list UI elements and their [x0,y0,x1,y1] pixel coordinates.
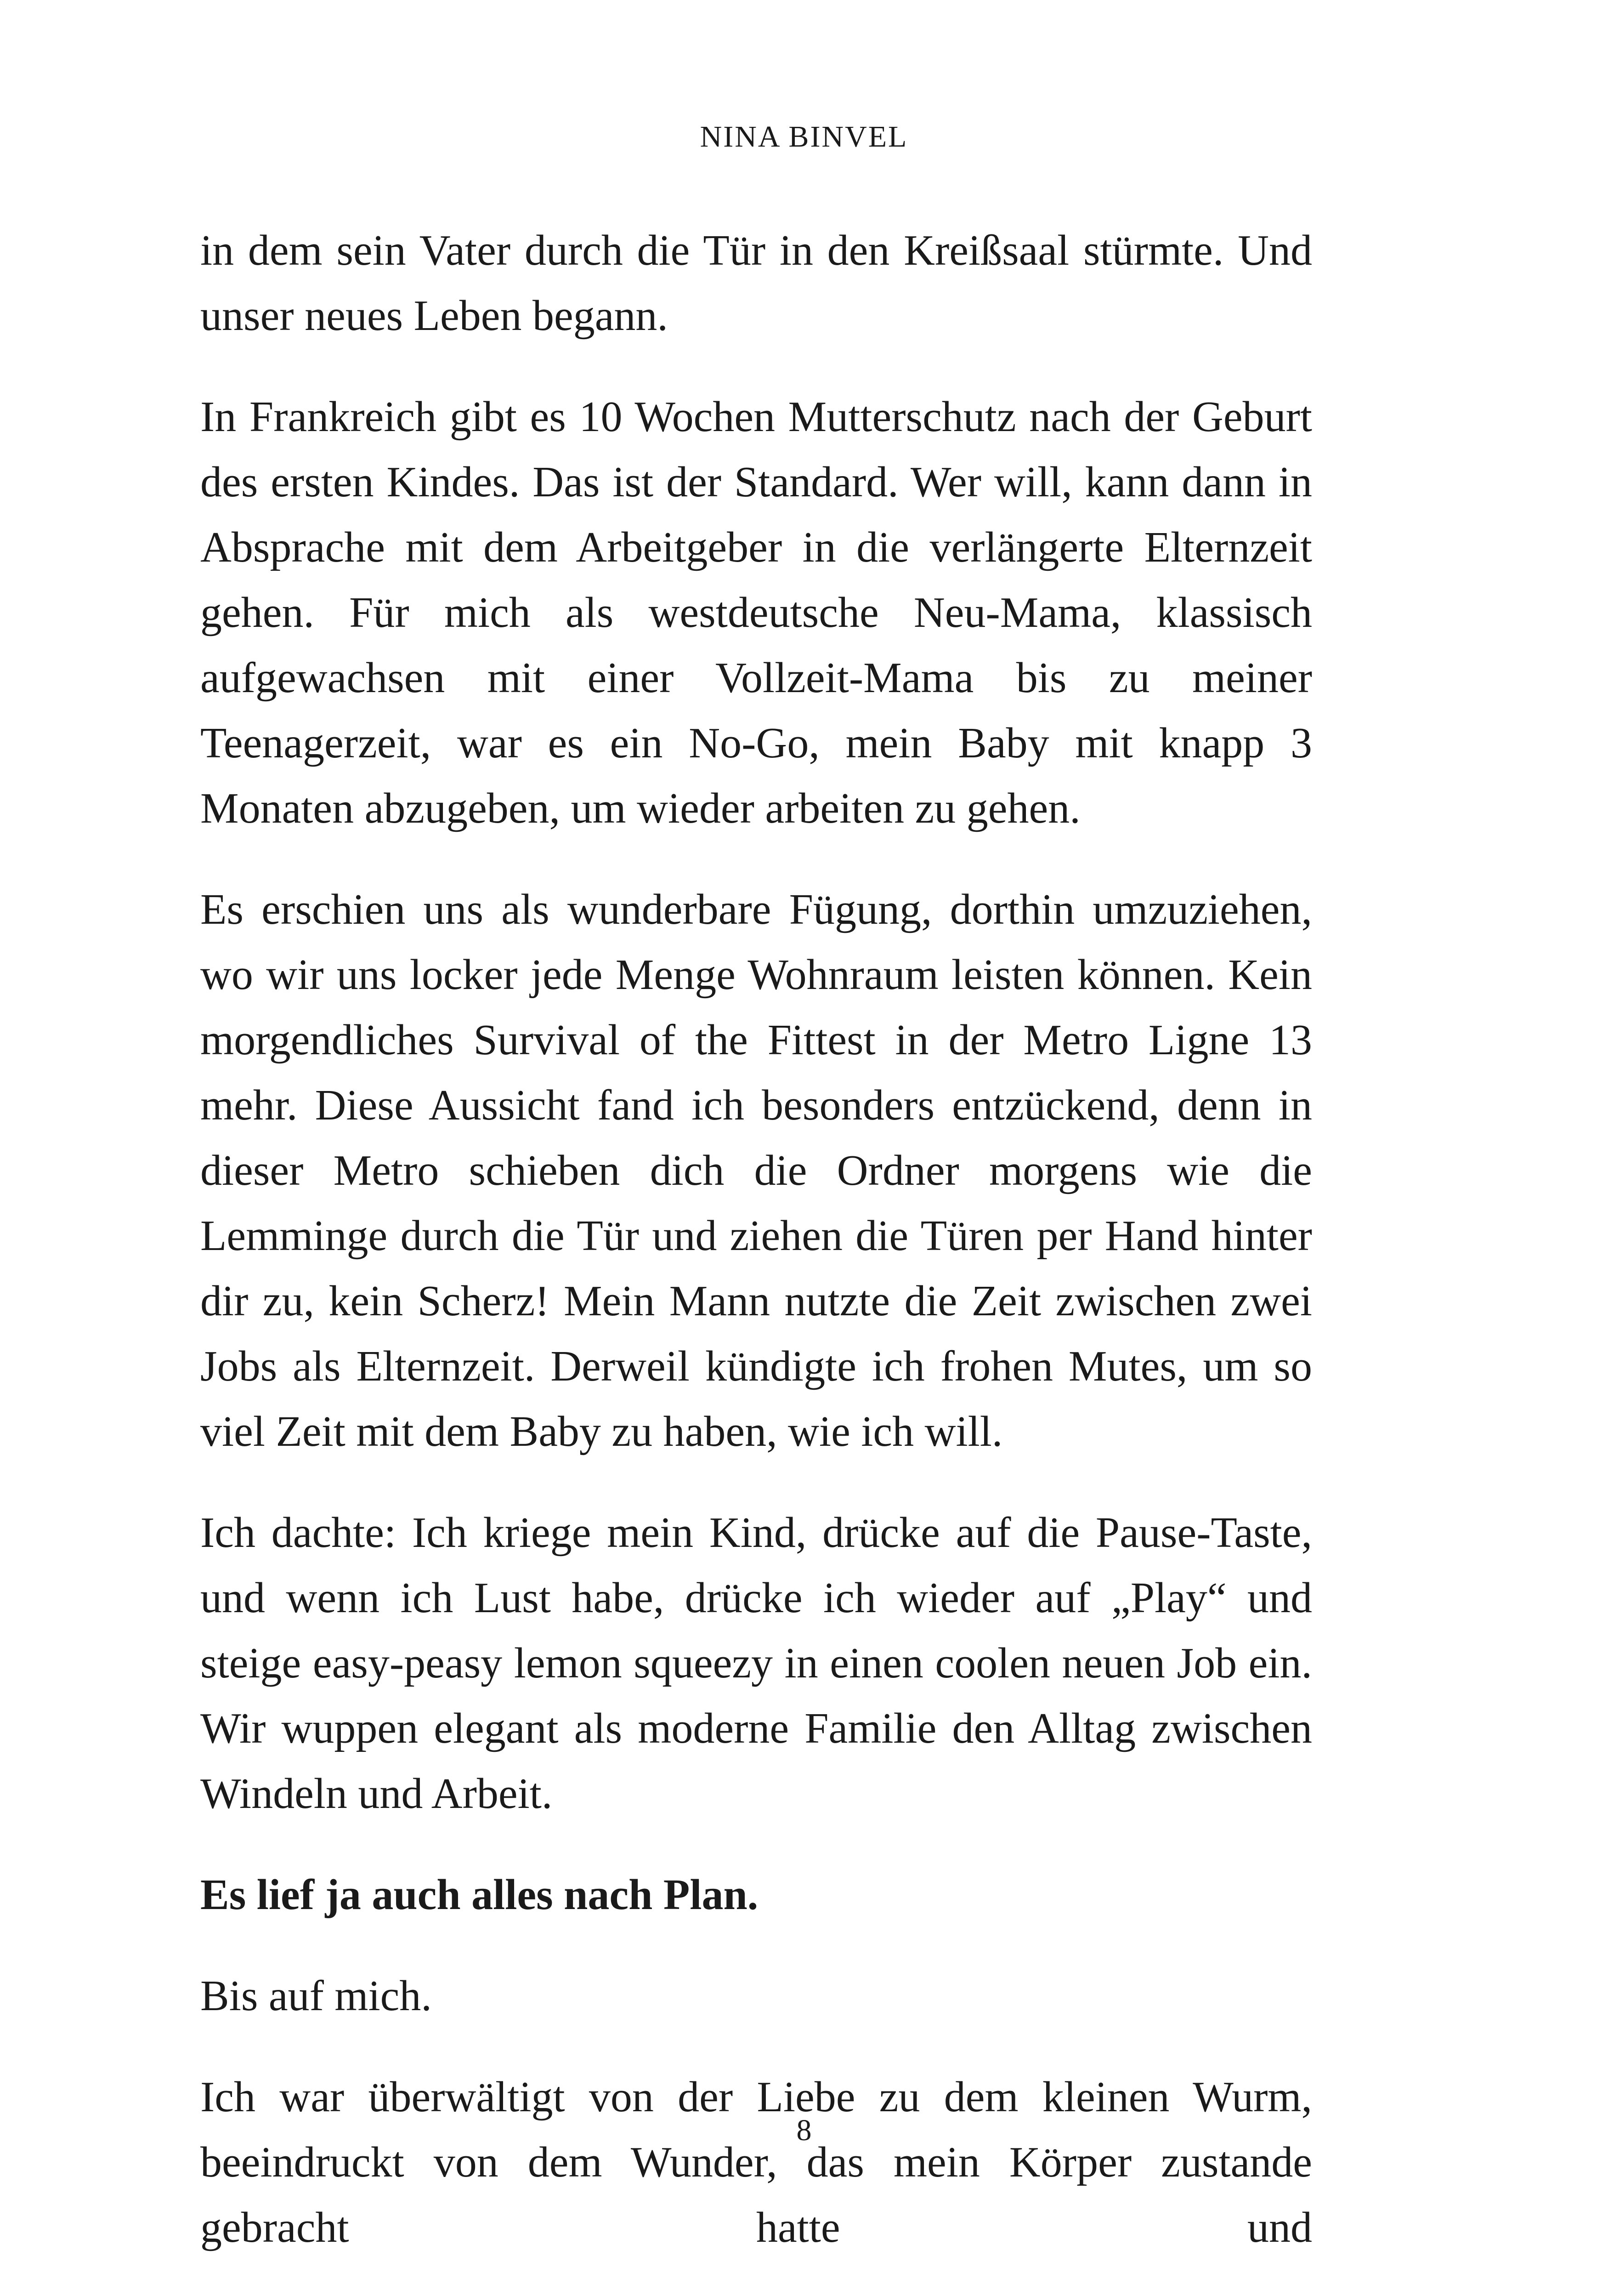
paragraph: in dem sein Vater durch die Tür in den Kreißsaal stürmte. Und unser neues Leben begann. [200,227,1312,340]
running-header: NINA BINVEL [700,120,908,153]
paragraph: Bis auf mich. [200,1972,432,2020]
paragraph: Ich dachte: Ich kriege mein Kind, drücke auf die Pause-Taste, und wenn ich Lust habe, drücke ich wieder auf „Play“ und steige easy-peasy lemon squeezy in einen coolen neuen Job ein. Wir wuppen elegant als moderne Familie den Alltag zwischen Windeln und Arbeit. [200,1509,1312,1818]
paragraph: Ich war überwältigt von der Liebe zu dem kleinen Wurm, beeindruckt von dem Wunder, das mein Körper zustande gebracht hatte und [200,2073,1312,2251]
body-text [200,218,1312,2296]
paragraph: In Frankreich gibt es 10 Wochen Mutterschutz nach der Geburt des ersten Kindes. Das ist der Standard. Wer will, kann dann in Absprache mit dem Arbeitgeber in die verlängerte Elternzeit gehen. Für mich als westdeutsche Neu-Mama, klassisch aufgewachsen mit einer Vollzeit-Mama bis zu meiner Teenagerzeit, war es ein No-Go, mein Baby mit knapp 3 Monaten abzugeben, um wieder arbeiten zu gehen. [200,393,1312,832]
paragraph: Es erschien uns als wunderbare Fügung, dorthin umzuziehen, wo wir uns locker jede Menge Wohnraum leisten können. Kein morgendliches Survival of the Fittest in der Metro Ligne 13 mehr. Diese Aussicht fand ich besonders entzückend, denn in dieser Metro schieben dich die Ordner morgens wie die Lemminge durch die Tür und ziehen die Türen per Hand hinter dir zu, kein Scherz! Mein Mann nutzte die Zeit zwischen zwei Jobs als Elternzeit. Derweil kündigte ich frohen Mutes, um so viel Zeit mit dem Baby zu haben, wie ich will. [200,886,1312,1455]
bold-paragraph: Es lief ja auch alles nach Plan. [200,1871,759,1919]
page-number: 8 [796,2114,812,2147]
